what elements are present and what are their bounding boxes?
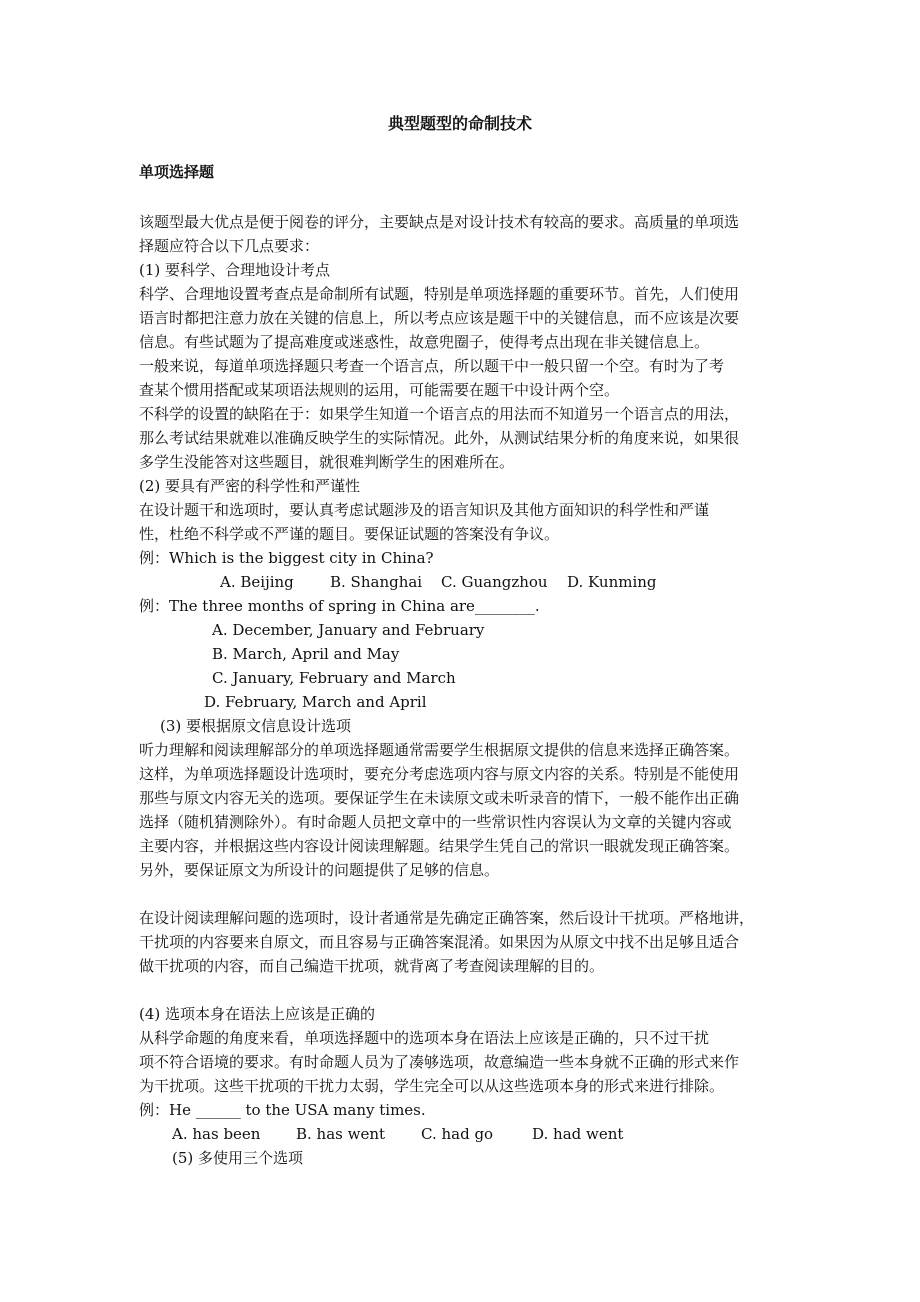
point-4-line-1: 从科学命题的角度来看，单项选择题中的选项本身在语法上应该是正确的，只不过干扰 [139, 1029, 710, 1047]
point-3b-line-1: 在设计阅读理解问题的选项时，设计者通常是先确定正确答案，然后设计干扰项。严格地讲， [139, 909, 755, 927]
point-3-heading: (3) 要根据原文信息设计选项 [160, 717, 352, 735]
point-4-line-2: 项不符合语境的要求。有时命题人员为了凑够选项，故意编造一些本身就不正确的形式来作 [139, 1053, 740, 1071]
point-1-line-8: 多学生没能答对这些题目，就很难判断学生的困难所在。 [139, 453, 515, 471]
example-3-option-d: D. had went [532, 1125, 624, 1143]
example-3-option-b: B. has went [296, 1125, 386, 1143]
point-1-line-5: 查某个惯用搭配或某项语法规则的运用，可能需要在题干中设计两个空。 [139, 381, 620, 399]
point-1-line-7: 那么考试结果就难以准确反映学生的实际情况。此外，从测试结果分析的角度来说，如果很 [139, 429, 740, 447]
point-3-line-1: 听力理解和阅读理解部分的单项选择题通常需要学生根据原文提供的信息来选择正确答案。 [139, 741, 740, 759]
point-3-line-2: 这样，为单项选择题设计选项时，要充分考虑选项内容与原文内容的关系。特别是不能使用 [139, 765, 740, 783]
point-1-line-2: 语言时都把注意力放在关键的信息上，所以考点应该是题干中的关键信息，而不应该是次要 [139, 309, 740, 327]
point-1-line-6: 不科学的设置的缺陷在于：如果学生知道一个语言点的用法而不知道另一个语言点的用法， [139, 405, 740, 423]
point-5-heading: (5) 多使用三个选项 [172, 1149, 304, 1167]
example-1-option-b: B. Shanghai [330, 573, 423, 591]
example-1-option-c: C. Guangzhou [441, 573, 548, 591]
intro-line-1: 该题型最大优点是便于阅卷的评分，主要缺点是对设计技术有较高的要求。高质量的单项选 [139, 213, 740, 231]
example-1-stem: 例：Which is the biggest city in China? [139, 549, 434, 567]
intro-line-2: 择题应符合以下几点要求： [139, 237, 320, 255]
example-3-option-a: A. has been [172, 1125, 261, 1143]
example-2-stem: 例：The three months of spring in China are________. [139, 597, 540, 615]
example-2-option-a: A. December, January and February [212, 621, 485, 639]
point-3-line-3: 那些与原文内容无关的选项。要保证学生在未读原文或未听录音的情下，一般不能作出正确 [139, 789, 740, 807]
example-1-option-d: D. Kunming [567, 573, 657, 591]
point-3b-line-2: 干扰项的内容要来自原文，而且容易与正确答案混淆。如果因为从原文中找不出足够且适合 [139, 933, 740, 951]
point-3b-line-3: 做干扰项的内容，而自己编造干扰项，就背离了考查阅读理解的目的。 [139, 957, 605, 975]
section-heading: 单项选择题 [139, 163, 215, 181]
point-2-heading: (2) 要具有严密的科学性和严谨性 [139, 477, 361, 495]
point-1-line-4: 一般来说，每道单项选择题只考查一个语言点，所以题干中一般只留一个空。有时为了考 [139, 357, 725, 375]
point-1-line-1: 科学、合理地设置考查点是命制所有试题，特别是单项选择题的重要环节。首先，人们使用 [139, 285, 740, 303]
point-3-line-4: 选择（随机猜测除外）。有时命题人员把文章中的一些常识性内容误认为文章的关键内容或 [139, 813, 732, 831]
page-title: 典型题型的命制技术 [387, 114, 532, 133]
example-2-option-b: B. March, April and May [212, 645, 400, 663]
example-3-stem: 例：He ______ to the USA many times. [139, 1101, 426, 1119]
point-2-line-2: 性，杜绝不科学或不严谨的题目。要保证试题的答案没有争议。 [139, 525, 560, 543]
point-3-line-5: 主要内容，并根据这些内容设计阅读理解题。结果学生凭自己的常识一眼就发现正确答案。 [139, 837, 740, 855]
example-2-option-d: D. February, March and April [204, 693, 427, 711]
point-1-line-3: 信息。有些试题为了提高难度或迷惑性，故意兜圈子，使得考点出现在非关键信息上。 [139, 333, 710, 351]
point-3-line-6: 另外，要保证原文为所设计的问题提供了足够的信息。 [139, 861, 500, 879]
example-1-option-a: A. Beijing [220, 573, 294, 591]
point-4-line-3: 为干扰项。这些干扰项的干扰力太弱，学生完全可以从这些选项本身的形式来进行排除。 [139, 1077, 725, 1095]
point-2-line-1: 在设计题干和选项时，要认真考虑试题涉及的语言知识及其他方面知识的科学性和严谨 [139, 501, 710, 519]
example-3-option-c: C. had go [421, 1125, 494, 1143]
point-4-heading: (4) 选项本身在语法上应该是正确的 [139, 1005, 376, 1023]
point-1-heading: (1) 要科学、合理地设计考点 [139, 261, 331, 279]
example-2-option-c: C. January, February and March [212, 669, 456, 687]
